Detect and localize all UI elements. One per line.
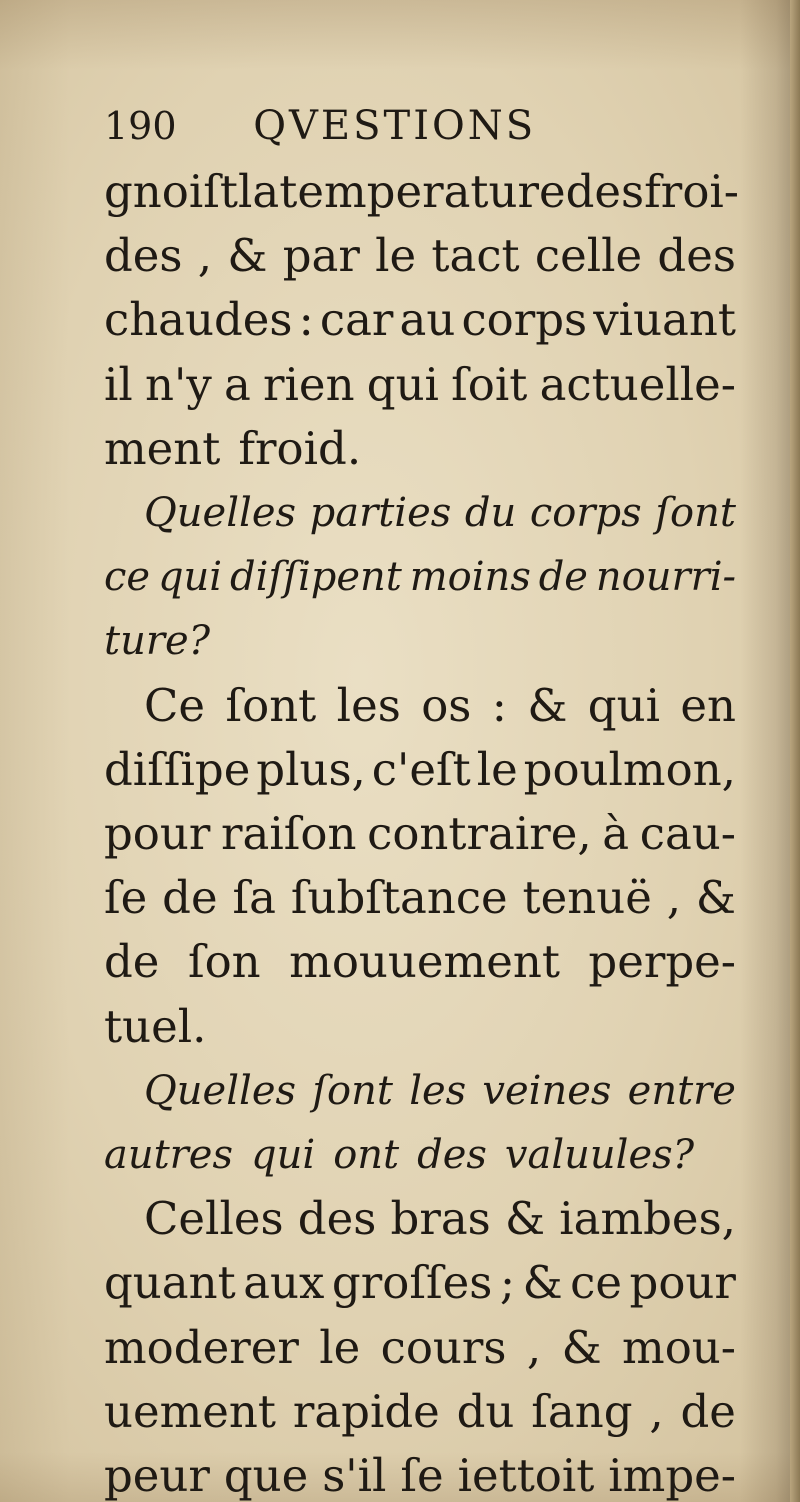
word: uement [104, 1385, 276, 1438]
text-line [104, 738, 736, 802]
word: ſon [187, 935, 261, 988]
word: actuelle- [539, 358, 736, 411]
word: & [227, 229, 268, 282]
word: moins [409, 554, 531, 600]
word: n'y [145, 358, 212, 411]
text-line [104, 1123, 736, 1187]
word: veines [482, 1068, 612, 1114]
word: mou- [622, 1321, 736, 1374]
word: ture? [104, 618, 211, 664]
word: diſſipe [104, 743, 251, 796]
word: Ce [144, 679, 206, 732]
word: du [456, 1385, 515, 1438]
word: & [527, 679, 568, 732]
text-line [104, 1444, 736, 1502]
word: des [565, 165, 645, 218]
word: quant [104, 1256, 236, 1309]
text-line [104, 288, 736, 352]
word: rapide [292, 1385, 440, 1438]
word: ſont [312, 1068, 393, 1114]
text-line [144, 674, 736, 738]
word: ce [570, 1256, 622, 1309]
text-line [104, 930, 736, 994]
word: tuel. [104, 1000, 207, 1053]
page-edge-shadow [790, 0, 800, 1502]
word: cau- [639, 807, 736, 860]
word: tact [431, 229, 520, 282]
word: il [104, 358, 133, 411]
word: cours [380, 1321, 507, 1374]
word: parties [309, 490, 452, 536]
word: temperature [279, 165, 566, 218]
text-line [104, 802, 736, 866]
text-line [104, 1316, 736, 1380]
word: de [680, 1385, 736, 1438]
word: du [464, 490, 517, 536]
word: impe- [608, 1449, 736, 1502]
word: les [336, 679, 401, 732]
word: & [561, 1321, 602, 1374]
text-line [104, 545, 736, 609]
text-line [104, 866, 736, 930]
word: iambes, [559, 1192, 736, 1245]
word: rien [263, 358, 355, 411]
word: ment [104, 422, 221, 475]
word: ſoit [451, 358, 528, 411]
word: le [476, 743, 518, 796]
word: la [238, 165, 280, 218]
text-line [144, 1059, 736, 1123]
word: pour [629, 1256, 736, 1309]
word: qui [587, 679, 660, 732]
word: perpe- [588, 935, 736, 988]
word: ſe [400, 1449, 444, 1502]
word: des [104, 229, 183, 282]
text-line [104, 224, 736, 288]
word: qui [157, 554, 223, 600]
word: des [657, 229, 736, 282]
word: corps [461, 293, 588, 346]
text-line [104, 1251, 736, 1315]
word: a [223, 358, 251, 411]
running-title: QVESTIONS [253, 103, 537, 149]
word: & [504, 1192, 546, 1245]
word: , [197, 229, 213, 282]
text-line [104, 1380, 736, 1444]
word: des [297, 1192, 377, 1245]
word: moderer [104, 1321, 299, 1374]
word: tenuë [522, 871, 652, 924]
word: groſſes [331, 1256, 493, 1309]
text-line [104, 353, 736, 417]
word: bras [390, 1192, 491, 1245]
word: Quelles [144, 1068, 297, 1114]
word: Celles [144, 1192, 284, 1245]
word: car [319, 293, 394, 346]
word: gnoiſt [104, 165, 239, 218]
word: chaudes [104, 293, 293, 346]
word: , [526, 1321, 542, 1374]
word: celle [534, 229, 643, 282]
word: en [680, 679, 736, 732]
word: des [417, 1132, 487, 1178]
text-line [144, 481, 736, 545]
word: ſa [232, 871, 276, 924]
word: pour [104, 807, 211, 860]
word: de [162, 871, 218, 924]
word: peur [104, 1449, 210, 1502]
word: corps [529, 490, 642, 536]
word: ſe [104, 871, 148, 924]
word: c'eſt [371, 743, 471, 796]
page-header [104, 96, 744, 156]
word: & [695, 871, 736, 924]
word: ; [499, 1256, 516, 1309]
word: plus, [256, 743, 366, 796]
word: ſont [655, 490, 736, 536]
word: ſont [225, 679, 317, 732]
page-number: 190 [104, 104, 177, 148]
word: poulmon, [523, 743, 736, 796]
word: ont [333, 1132, 400, 1178]
word: au [399, 293, 456, 346]
word: Quelles [144, 490, 297, 536]
word: de [538, 554, 588, 600]
word: , [666, 871, 682, 924]
word: entre [627, 1068, 736, 1114]
word: contraire, [367, 807, 592, 860]
word: os [421, 679, 472, 732]
word: diſſipent [229, 554, 402, 600]
word: autres [104, 1132, 234, 1178]
word: & [522, 1256, 563, 1309]
word: s'il [322, 1449, 387, 1502]
word: ſang [531, 1385, 633, 1438]
word: le [375, 229, 417, 282]
word: le [319, 1321, 361, 1374]
word: de [104, 935, 160, 988]
word: : [491, 679, 507, 732]
text-line [104, 995, 736, 1059]
word: qui [251, 1132, 316, 1178]
text-line [144, 1187, 736, 1251]
word: les [409, 1068, 467, 1114]
text-line [104, 160, 740, 224]
word: nourri- [595, 554, 736, 600]
word: iettoit [457, 1449, 595, 1502]
word: aux [243, 1256, 325, 1309]
word: : [298, 293, 314, 346]
word: valuules? [504, 1132, 695, 1178]
text-line [104, 417, 736, 481]
word: par [282, 229, 360, 282]
word: ce [104, 554, 151, 600]
word: froi- [644, 165, 740, 218]
word: , [649, 1385, 664, 1438]
word: mouuement [289, 935, 560, 988]
word: froid. [238, 422, 362, 475]
word: que [223, 1449, 309, 1502]
word: qui [366, 358, 439, 411]
text-line [104, 609, 736, 673]
word: viuant [593, 293, 736, 346]
word: ſubſtance [290, 871, 508, 924]
word: à [602, 807, 630, 860]
word: raiſon [221, 807, 357, 860]
